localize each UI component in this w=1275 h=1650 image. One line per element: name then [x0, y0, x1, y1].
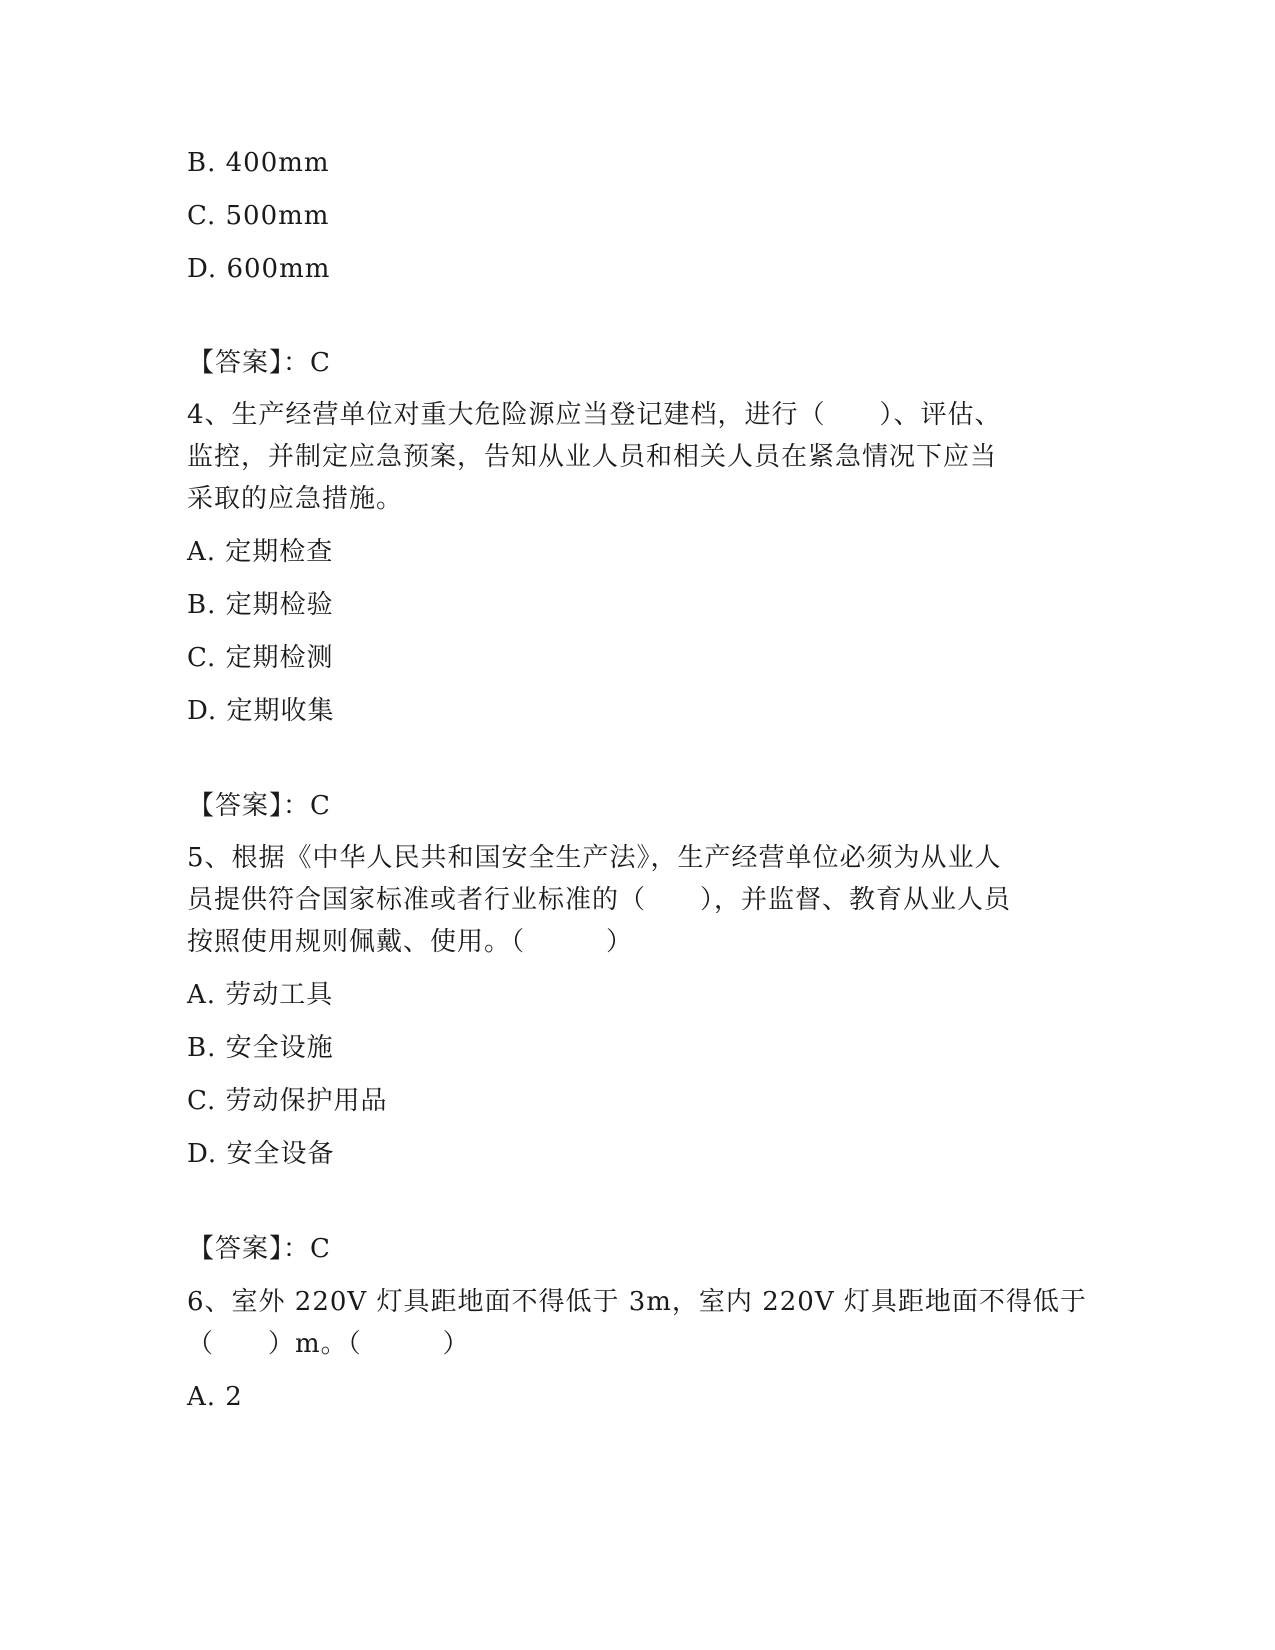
question-stem: 监控，并制定应急预案，告知从业人员和相关人员在紧急情况下应当 [187, 442, 998, 472]
question-stem: 采取的应急措施。 [187, 484, 404, 514]
answer-line [188, 791, 331, 821]
option-c: C. 定期检测 [187, 643, 334, 673]
option-b: B. 安全设施 [187, 1033, 334, 1063]
option-a: A. 2 [187, 1382, 243, 1412]
option-c: C. 500mm [187, 201, 330, 231]
question-stem: 按照使用规则佩戴、使用。（ ） [187, 927, 634, 957]
answer-prefix: 【答案】： [188, 791, 311, 821]
answer-value: C [310, 348, 331, 378]
option-a: A. 定期检查 [187, 537, 334, 567]
answer-prefix: 【答案】： [188, 348, 311, 378]
answer-prefix: 【答案】： [188, 1234, 311, 1264]
question-stem: （ ）m。（ ） [187, 1329, 470, 1359]
question-stem: 员提供符合国家标准或者行业标准的（ ），并监督、教育从业人员 [187, 885, 1012, 915]
answer-value: C [310, 791, 331, 821]
option-b: B. 400mm [187, 148, 330, 178]
question-stem: 4、生产经营单位对重大危险源应当登记建档，进行（ ）、评估、 [187, 400, 1002, 430]
answer-value: C [310, 1234, 331, 1264]
option-b: B. 定期检验 [187, 590, 334, 620]
option-d: D. 600mm [187, 254, 331, 284]
question-stem: 5、根据《中华人民共和国安全生产法》，生产经营单位必须为从业人 [187, 843, 1002, 873]
question-stem: 6、室外 220V 灯具距地面不得低于 3m，室内 220V 灯具距地面不得低于 [187, 1287, 1087, 1317]
option-d: D. 定期收集 [187, 696, 335, 726]
answer-line [188, 1234, 331, 1264]
answer-line [188, 348, 331, 378]
option-c: C. 劳动保护用品 [187, 1086, 388, 1116]
option-d: D. 安全设备 [187, 1139, 335, 1169]
option-a: A. 劳动工具 [187, 980, 334, 1010]
